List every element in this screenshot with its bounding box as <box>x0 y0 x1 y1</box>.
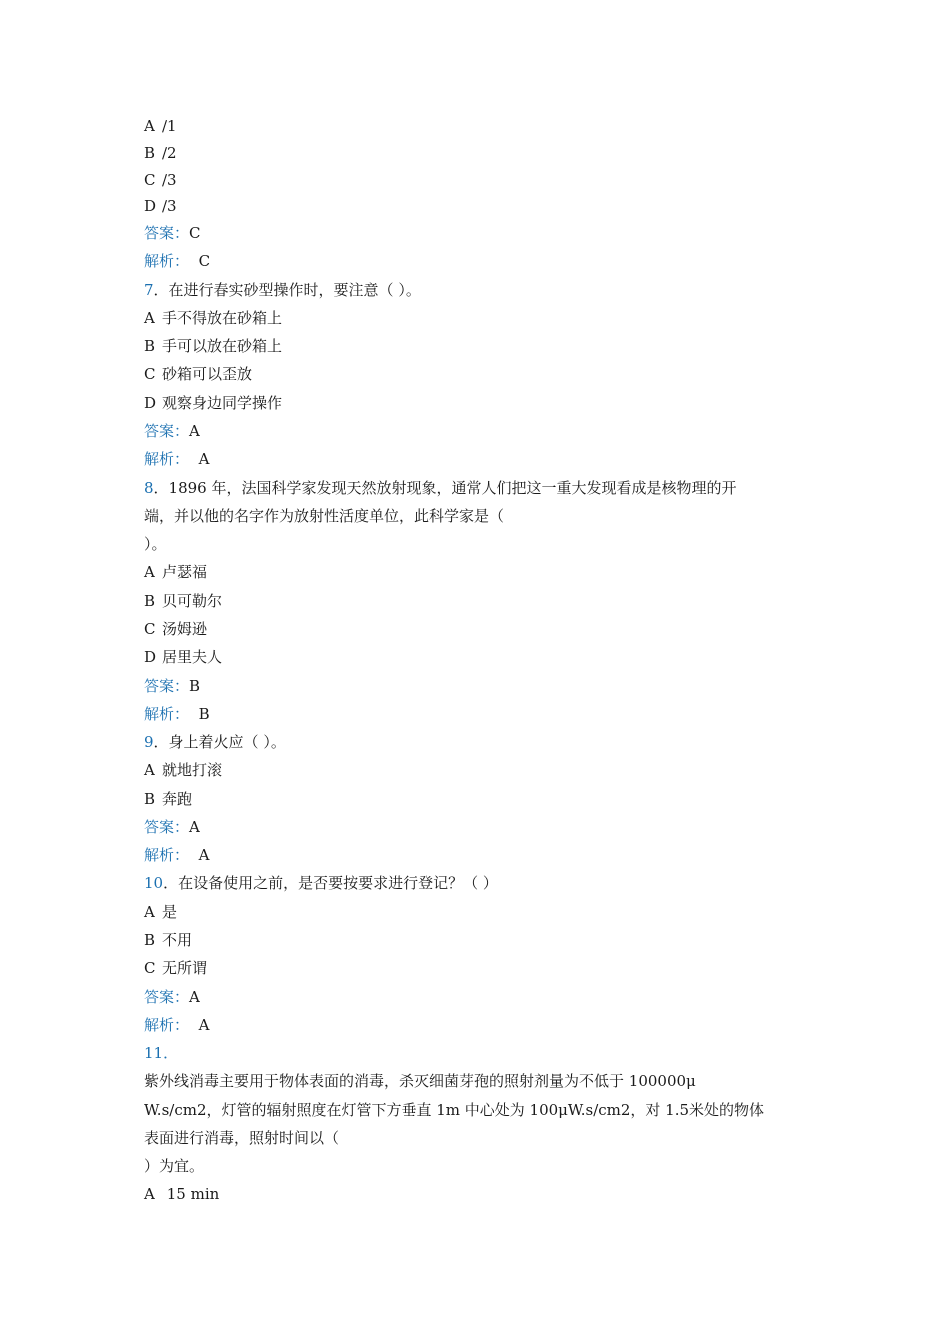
answer-line: 答案：A <box>144 988 200 1006</box>
answer-line: 答案：A <box>144 818 200 836</box>
analysis-line: 解析： A <box>144 1016 210 1034</box>
question-stem: 10．在设备使用之前，是否要按要求进行登记？（ ） <box>144 874 498 892</box>
option-d: D 居里夫人 <box>144 648 223 666</box>
option-a: A 15 min <box>144 1185 220 1203</box>
option-c: C 无所谓 <box>144 959 208 977</box>
analysis-line: 解析： B <box>144 705 210 723</box>
question-stem-line: ）。 <box>144 535 167 553</box>
option-c: C ∕3 <box>144 171 177 189</box>
option-a: A 是 <box>144 903 178 921</box>
option-b: B 贝可勒尔 <box>144 592 223 610</box>
answer-line: 答案：C <box>144 224 201 242</box>
option-c: C 汤姆逊 <box>144 620 208 638</box>
option-c: C 砂箱可以歪放 <box>144 365 253 383</box>
question-stem-line: 端，并以他的名字作为放射性活度单位，此科学家是（ <box>144 507 505 525</box>
analysis-line: 解析： C <box>144 252 211 270</box>
question-stem: 8．1896 年，法国科学家发现天然放射现象，通常人们把这一重大发现看成是核物理的开 <box>144 479 737 497</box>
option-a: A 卢瑟福 <box>144 563 208 581</box>
analysis-line: 解析： A <box>144 450 210 468</box>
question-stem: 紫外线消毒主要用于物体表面的消毒，杀灭细菌芽孢的照射剂量为不低于 100000μ <box>144 1072 696 1090</box>
option-b: B 奔跑 <box>144 790 193 808</box>
option-b: B 手可以放在砂箱上 <box>144 337 283 355</box>
option-a: A ∕1 <box>144 117 177 135</box>
question-stem-line: 表面进行消毒，照射时间以（ <box>144 1129 340 1147</box>
option-a: A 手不得放在砂箱上 <box>144 309 283 327</box>
answer-line: 答案：B <box>144 677 201 695</box>
question-number: 11． <box>144 1044 179 1062</box>
answer-line: 答案：A <box>144 422 200 440</box>
option-b: B 不用 <box>144 931 193 949</box>
option-b: B ∕2 <box>144 144 177 162</box>
option-d: D ∕3 <box>144 197 177 215</box>
option-a: A 就地打滚 <box>144 761 223 779</box>
question-stem: 9．身上着火应（ ）。 <box>144 733 286 751</box>
question-stem-line: ）为宜。 <box>144 1157 205 1175</box>
option-d: D 观察身边同学操作 <box>144 394 283 412</box>
question-stem: 7．在进行春实砂型操作时，要注意（ ）。 <box>144 281 421 299</box>
question-stem-line: W.s/cm2，灯管的辐射照度在灯管下方垂直 1m 中心处为 100μW.s/cm2，对 1.5米处的物体 <box>144 1101 765 1119</box>
analysis-line: 解析： A <box>144 846 210 864</box>
